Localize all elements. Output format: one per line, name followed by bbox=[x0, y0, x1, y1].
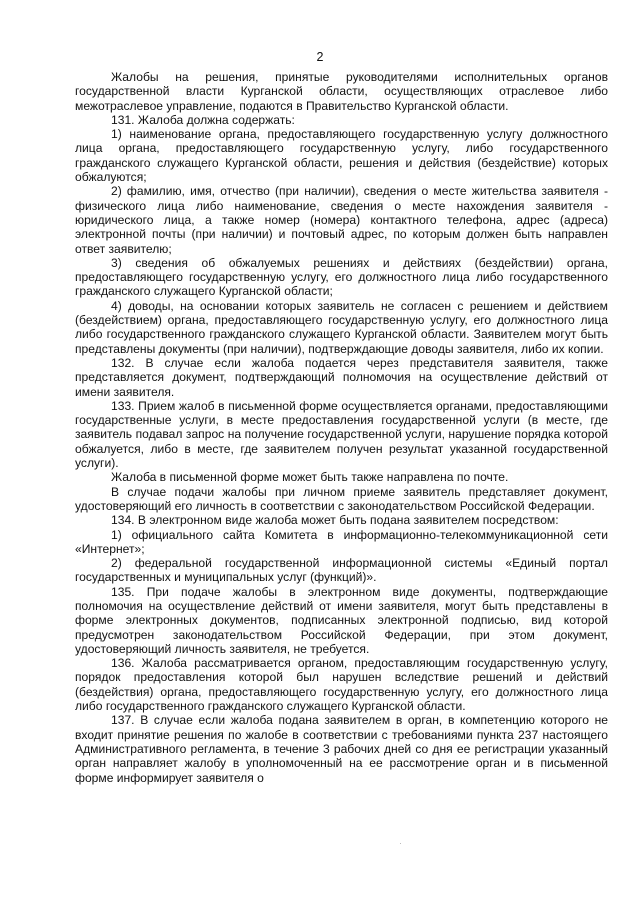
paragraph: 1) официального сайта Комитета в информационно-телекоммуникационной сети «Интернет»; bbox=[75, 527, 608, 556]
paragraph: 134. В электронном виде жалоба может быть подана заявителем посредством: bbox=[111, 513, 559, 528]
paragraph: Жалоба в письменной форме может быть также направлена по почте. bbox=[111, 470, 509, 485]
paragraph: 2) фамилию, имя, отчество (при наличии), сведения о месте жительства заявителя - физического лица либо наименование, сведения о месте нахождения заявителя - юридического лица, а также номер (номера) контактного телефона, адрес (адреса) электронной почты (при наличии) и почтовый адрес, по которым должен быть направлен ответ заявителю; bbox=[75, 184, 608, 256]
page-number: 2 bbox=[316, 50, 324, 64]
paragraph: 2) федеральной государственной информационной системы «Единый портал государственных и муниципальных услуг (функций)». bbox=[75, 556, 608, 585]
paragraph: В случае подачи жалобы при личном приеме заявитель представляет документ, удостоверяющий его личность в соответствии с законодательством Российской Федерации. bbox=[75, 484, 608, 513]
paragraph: 131. Жалоба должна содержать: bbox=[111, 112, 295, 127]
paragraph: 135. При подаче жалобы в электронном виде документы, подтверждающие полномочия на осуществление действий от имени заявителя, могут быть представлены в форме электронных документов, подписанных электронной подписью, вид которой предусмотрен законодательством Российской Федерации, при этом документ, удостоверяющий личность заявителя, не требуется. bbox=[75, 584, 608, 656]
paragraph: 133. Прием жалоб в письменной форме осуществляется органами, предоставляющими государственные услуги, в месте предоставления государственной услуги (в месте, где заявитель подавал запрос на получение государственной услуги, нарушение порядка которой обжалуется, либо в месте, где заявителем получен результат указанной государственной услуги). bbox=[75, 398, 608, 471]
paragraph: 3) сведения об обжалуемых решениях и действиях (бездействии) органа, предоставляющего государственную услугу, его должностного лица либо государственного гражданского служащего Курганской области; bbox=[75, 255, 608, 299]
document-body bbox=[75, 70, 608, 785]
paragraph: 4) доводы, на основании которых заявитель не согласен с решением и действием (бездействием) органа, предоставляющего государственную услугу, его должностного лица либо государственного гражданского служащего Курганской области. Заявителем могут быть представлены документы (при наличии), подтверждающие доводы заявителя, либо их копии. bbox=[75, 298, 608, 356]
paragraph: Жалобы на решения, принятые руководителями исполнительных органов государственной власти Курганской области, осуществляющих отраслевое либо межотраслевое управление, подаются в Правительство Курганской области. bbox=[75, 70, 608, 113]
paragraph: 136. Жалоба рассматривается органом, предоставляющим государственную услугу, порядок предоставления которой был нарушен вследствие решений и действий (бездействия) органа, предоставляющего государственную услугу, его должностного лица либо государственного гражданского служащего Курганской области. bbox=[75, 656, 608, 714]
scan-speck bbox=[400, 843, 401, 844]
paragraph: 1) наименование органа, предоставляющего государственную услугу должностного лица органа, предоставляющего государственную услугу, либо государственного гражданского служащего Курганской области, решения и действия (бездействие) которых обжалуются; bbox=[75, 127, 608, 185]
paragraph: 137. В случае если жалоба подана заявителем в орган, в компетенцию которого не входит принятие решения по жалобе в соответствии с требованиями пункта 237 настоящего Административного регламента, в течение 3 рабочих дней со дня ее регистрации указанный орган направляет жалобу в уполномоченный на ее рассмотрение орган и в письменной форме информирует заявителя о bbox=[75, 713, 608, 785]
paragraph: 132. В случае если жалоба подается через представителя заявителя, также представляется документ, подтверждающий полномочия на осуществление действий от имени заявителя. bbox=[75, 355, 608, 399]
